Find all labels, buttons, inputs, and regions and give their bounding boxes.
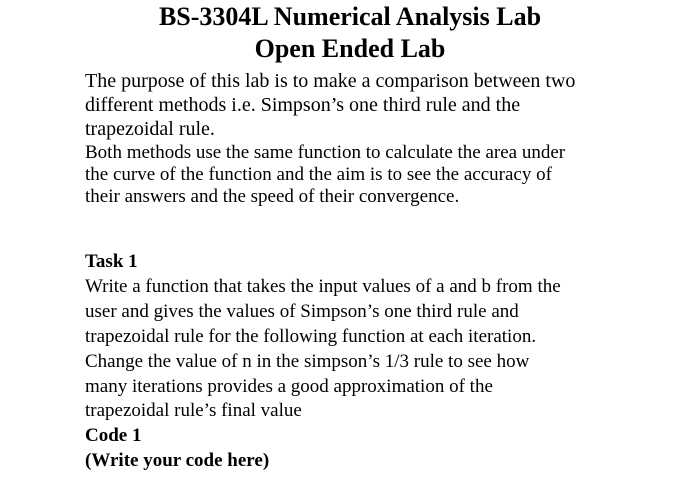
text-line: Both methods use the same function to calculate the area under	[85, 142, 566, 163]
document-subtitle: Open Ended Lab	[254, 34, 446, 63]
text-line: Change the value of n in the simpson’s 1/3 rule to see how	[85, 351, 530, 372]
text-line: Write a function that takes the input values of a and b from the	[85, 276, 561, 297]
text-line: their answers and the speed of their convergence.	[85, 186, 460, 207]
text-line: trapezoidal rule for the following function at each iteration.	[85, 326, 537, 347]
text-line: trapezoidal rule.	[85, 118, 215, 140]
text-line: The purpose of this lab is to make a comparison between two	[85, 70, 576, 92]
text-line: different methods i.e. Simpson’s one third rule and the	[85, 94, 521, 116]
code-heading: Code 1	[85, 425, 142, 446]
document-title: BS-3304L Numerical Analysis Lab	[158, 2, 542, 31]
text-line: the curve of the function and the aim is to see the accuracy of	[85, 164, 552, 185]
code-placeholder: (Write your code here)	[85, 450, 270, 471]
text-line: many iterations provides a good approximation of the	[85, 376, 493, 397]
task-heading: Task 1	[85, 251, 138, 272]
text-line: user and gives the values of Simpson’s one third rule and	[85, 301, 519, 322]
text-line: trapezoidal rule’s final value	[85, 400, 302, 421]
